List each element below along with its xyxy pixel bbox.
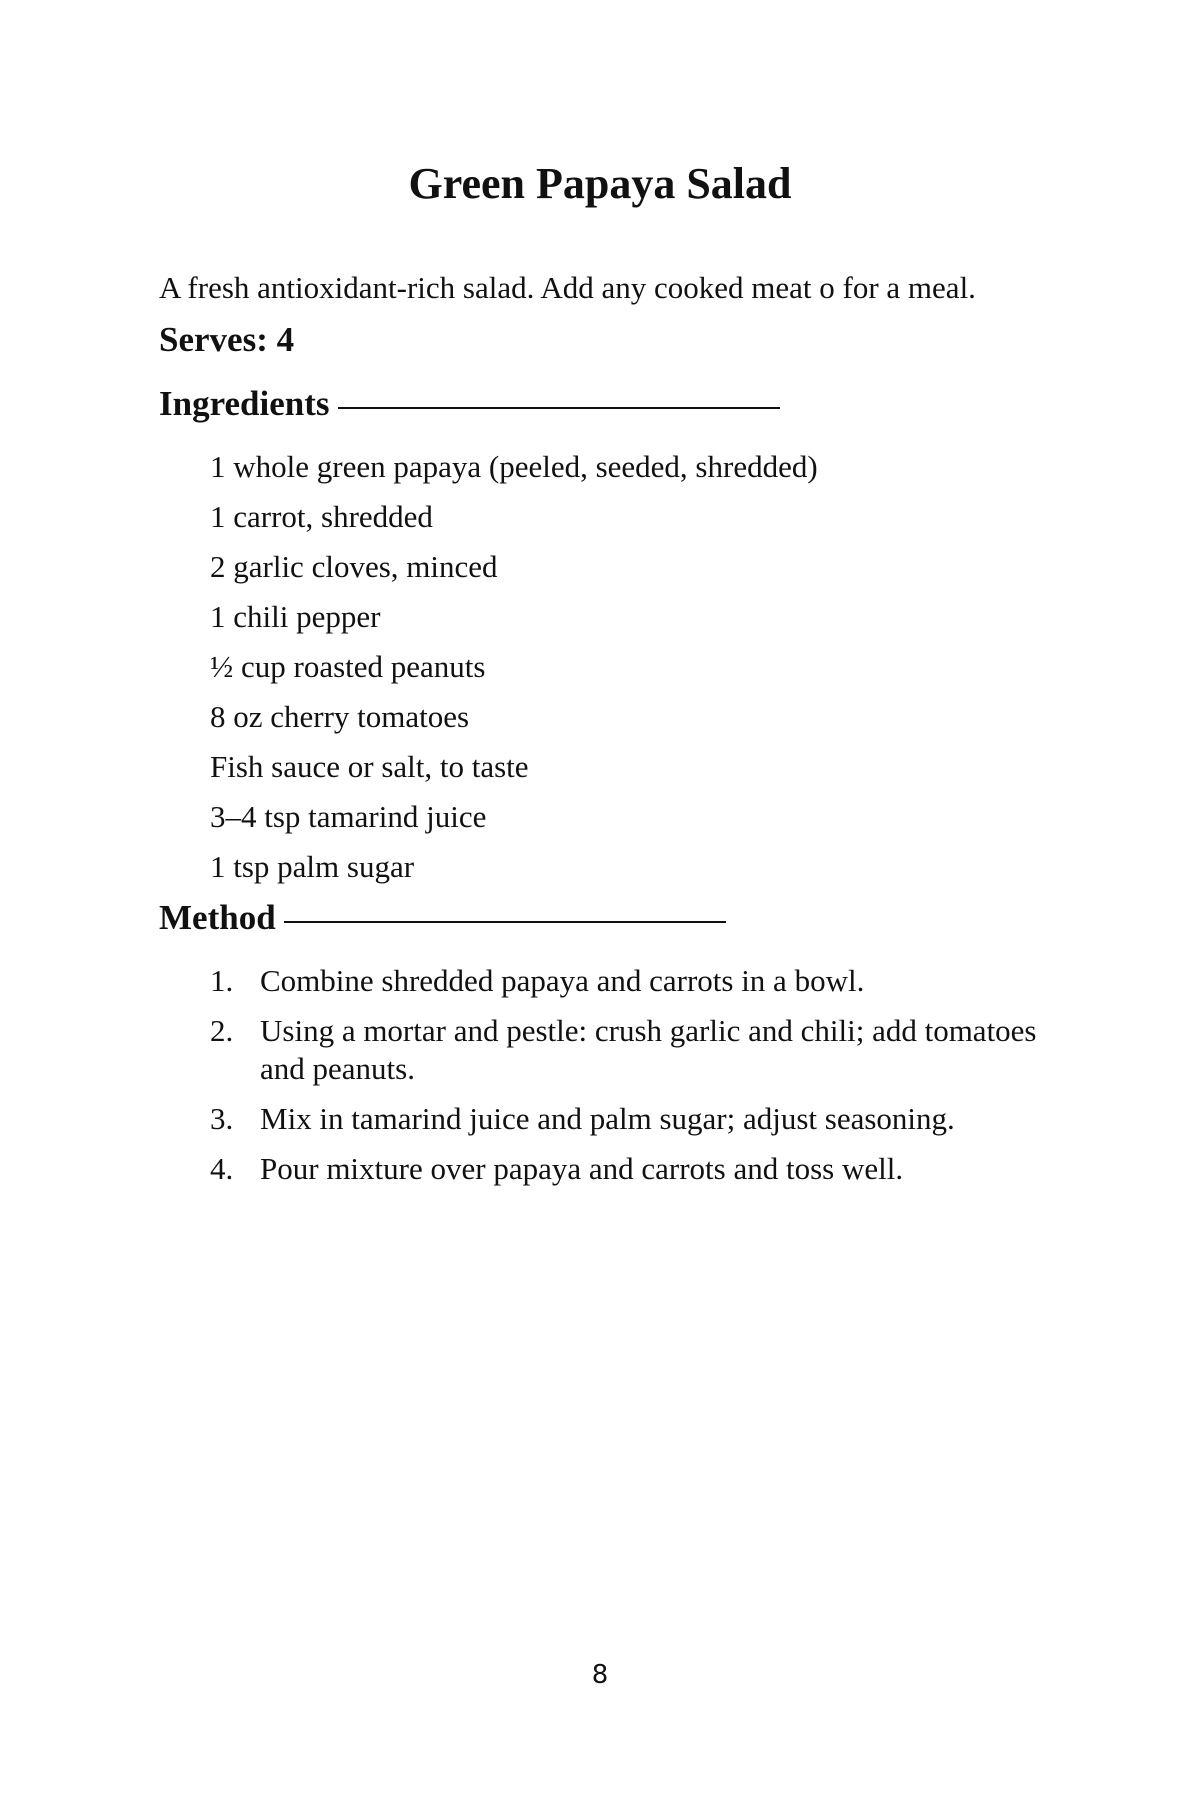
- ingredients-heading: [159, 384, 780, 424]
- step-number: 4.: [210, 1151, 234, 1186]
- ingredient-item: 3–4 tsp tamarind juice: [210, 799, 487, 834]
- method-step: [210, 1150, 1070, 1188]
- step-number: 2.: [210, 1013, 234, 1048]
- method-heading-label: Method: [159, 898, 276, 937]
- method-step: [210, 1100, 1070, 1138]
- step-number: 3.: [210, 1101, 234, 1136]
- ingredients-divider: [338, 407, 780, 409]
- page-title: Green Papaya Salad: [408, 159, 792, 208]
- ingredient-item: 1 whole green papaya (peeled, seeded, shredded): [210, 449, 818, 484]
- step-text: Combine shredded papaya and carrots in a bowl.: [260, 963, 865, 998]
- ingredient-item: 1 chili pepper: [210, 599, 381, 634]
- ingredient-item: 1 carrot, shredded: [210, 499, 433, 534]
- method-list: [210, 962, 1070, 1200]
- ingredient-item: ½ cup roasted peanuts: [210, 649, 486, 684]
- ingredient-item: 2 garlic cloves, minced: [210, 549, 498, 584]
- step-text: Pour mixture over papaya and carrots and toss well.: [260, 1151, 904, 1186]
- page-number: 8: [591, 1660, 609, 1690]
- ingredient-item: Fish sauce or salt, to taste: [210, 749, 529, 784]
- method-step: [210, 962, 1070, 1000]
- ingredient-item: 8 oz cherry tomatoes: [210, 699, 470, 734]
- method-divider: [284, 921, 726, 923]
- step-text: Mix in tamarind juice and palm sugar; adjust seasoning.: [260, 1101, 955, 1136]
- ingredient-list: [210, 448, 818, 898]
- step-text: Using a mortar and pestle: crush garlic and chili; add tomatoes and peanuts.: [260, 1013, 1037, 1086]
- method-heading: [159, 898, 726, 938]
- ingredients-heading-label: Ingredients: [159, 384, 330, 423]
- step-number: 1.: [210, 963, 234, 998]
- method-step: [210, 1012, 1070, 1088]
- serves-label: Serves: 4: [159, 320, 295, 359]
- recipe-intro: A fresh antioxidant-rich salad. Add any cooked meat o for a meal.: [159, 270, 976, 305]
- ingredient-item: 1 tsp palm sugar: [210, 849, 415, 884]
